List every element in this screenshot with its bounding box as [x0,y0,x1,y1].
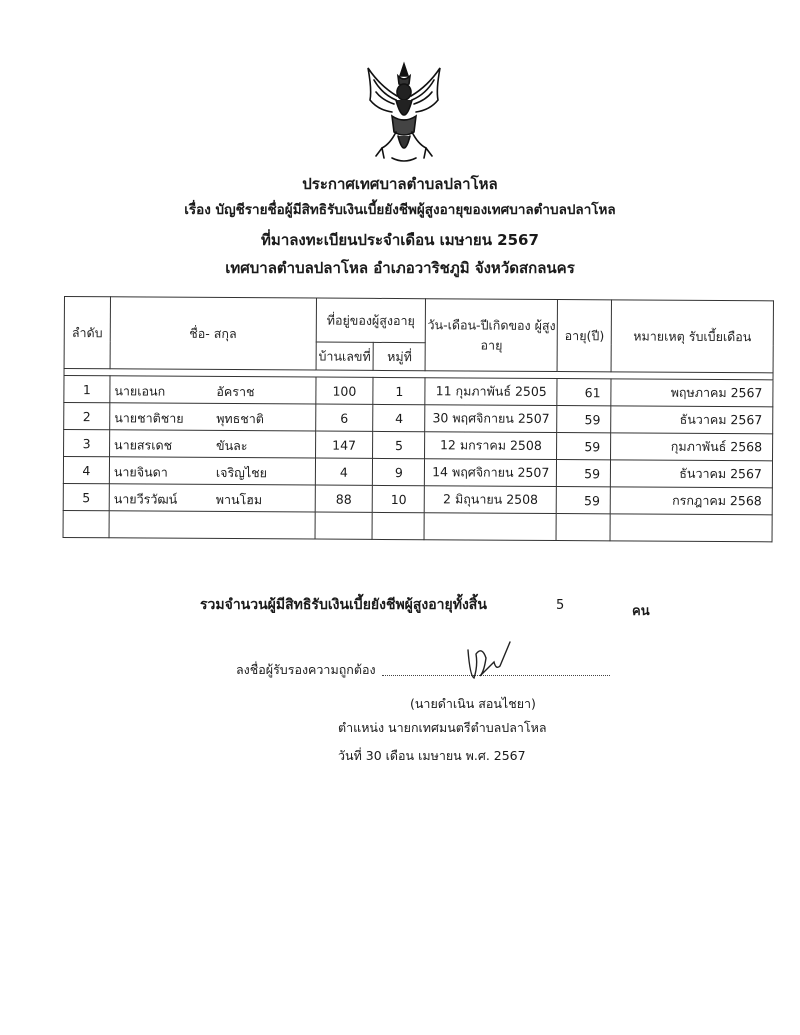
row-house-no: 4 [315,458,373,485]
announcement-title: ประกาศเทศบาลตำบลปลาโหล [302,175,498,193]
header-birthdate: วัน-เดือน-ปีเกิดของ ผู้สูงอายุ [425,299,557,372]
table-row [64,430,773,461]
row-birthdate: 12 มกราคม 2508 [425,432,557,460]
table-row [63,483,772,514]
row-name [110,376,316,404]
row-age: 59 [557,406,611,433]
row-moo: 5 [373,431,425,458]
row-birthdate: 30 พฤศจิกายน 2507 [425,405,557,433]
row-moo: 10 [373,485,425,512]
last-name: พานโฮม [215,491,263,508]
header-house-no: บ้านเลขที่ [316,342,374,370]
row-note: พฤษภาคม 2567 [611,379,773,407]
row-moo: 9 [373,458,425,485]
handwritten-signature-icon [460,636,520,682]
row-house-no: 100 [315,377,373,404]
first-name: นายวีรวัฒน์ [113,491,178,507]
row-birthdate: 2 มิถุนายน 2508 [425,486,557,514]
last-name: พุทธชาติ [216,410,265,427]
row-name [110,403,316,431]
table-row [63,457,772,488]
beneficiary-table [63,296,774,542]
first-name: นายจินดา [113,464,168,480]
row-house-no: 147 [315,431,373,458]
table-row [64,403,773,434]
garuda-emblem-icon [362,60,446,166]
row-age: 59 [557,460,611,487]
row-note: กรกฎาคม 2568 [610,487,772,515]
signer-name: (นายดำเนิน สอนไชยา) [410,696,536,711]
header-note: หมายเหตุ รับเบี้ยเดือน [611,300,773,373]
row-birthdate: 14 พฤศจิกายน 2507 [425,459,557,487]
first-name: นายเอนก [114,383,166,399]
signer-position: ตำแหน่ง นายกเทศมนตรีตำบลปลาโหล [338,720,547,735]
row-no: 2 [64,403,110,430]
row-birthdate: 11 กุมภาพันธ์ 2505 [425,378,557,406]
row-name [109,457,315,485]
announcement-subject: เรื่อง บัญชีรายชื่อผู้มีสิทธิรับเงินเบี้ยยังชีพผู้สูงอายุของเทศบาลตำบลปลาโหล [184,202,616,218]
row-age: 61 [557,379,611,406]
row-age: 59 [557,433,611,460]
header-name: ชื่อ- สกุล [110,297,316,370]
municipality-location: เทศบาลตำบลปลาโหล อำเภอวาริชภูมิ จังหวัดสกลนคร [225,259,575,277]
last-name: อัคราช [216,383,255,400]
last-name: เจริญไชย [215,464,268,481]
total-unit: คน [632,604,650,619]
row-note: กุมภาพันธ์ 2568 [611,433,773,461]
first-name: นายชาติชาย [114,410,184,426]
row-moo: 4 [373,404,425,431]
header-age: อายุ(ปี) [557,300,611,372]
last-name: ขันละ [216,437,248,454]
row-no: 4 [63,457,109,484]
sign-date: วันที่ 30 เดือน เมษายน พ.ศ. 2567 [338,748,526,763]
row-note: ธันวาคม 2567 [611,406,773,434]
row-note: ธันวาคม 2567 [611,460,773,488]
total-label: รวมจำนวนผู้มีสิทธิรับเงินเบี้ยยังชีพผู้สูงอายุทั้งสิ้น [200,597,487,613]
row-moo: 1 [373,377,425,404]
row-house-no: 6 [315,404,373,431]
header-address: ที่อยู่ของผู้สูงอายุ [316,298,426,343]
row-name [109,430,315,458]
header-no: ลำดับ [64,297,110,369]
registration-period: ที่มาลงทะเบียนประจำเดือน เมษายน 2567 [261,231,539,249]
first-name: นายสรเดช [114,437,173,453]
certifier-label: ลงชื่อผู้รับรองความถูกต้อง [236,662,376,677]
row-no: 1 [64,376,110,403]
row-age: 59 [556,487,610,514]
table-row [64,376,773,407]
row-house-no: 88 [315,485,373,512]
total-count: 5 [556,598,565,613]
row-name [109,484,315,512]
header-moo: หมู่ที่ [374,342,426,370]
row-no: 5 [63,483,109,510]
row-no: 3 [64,430,110,457]
table-row-empty [63,510,772,541]
